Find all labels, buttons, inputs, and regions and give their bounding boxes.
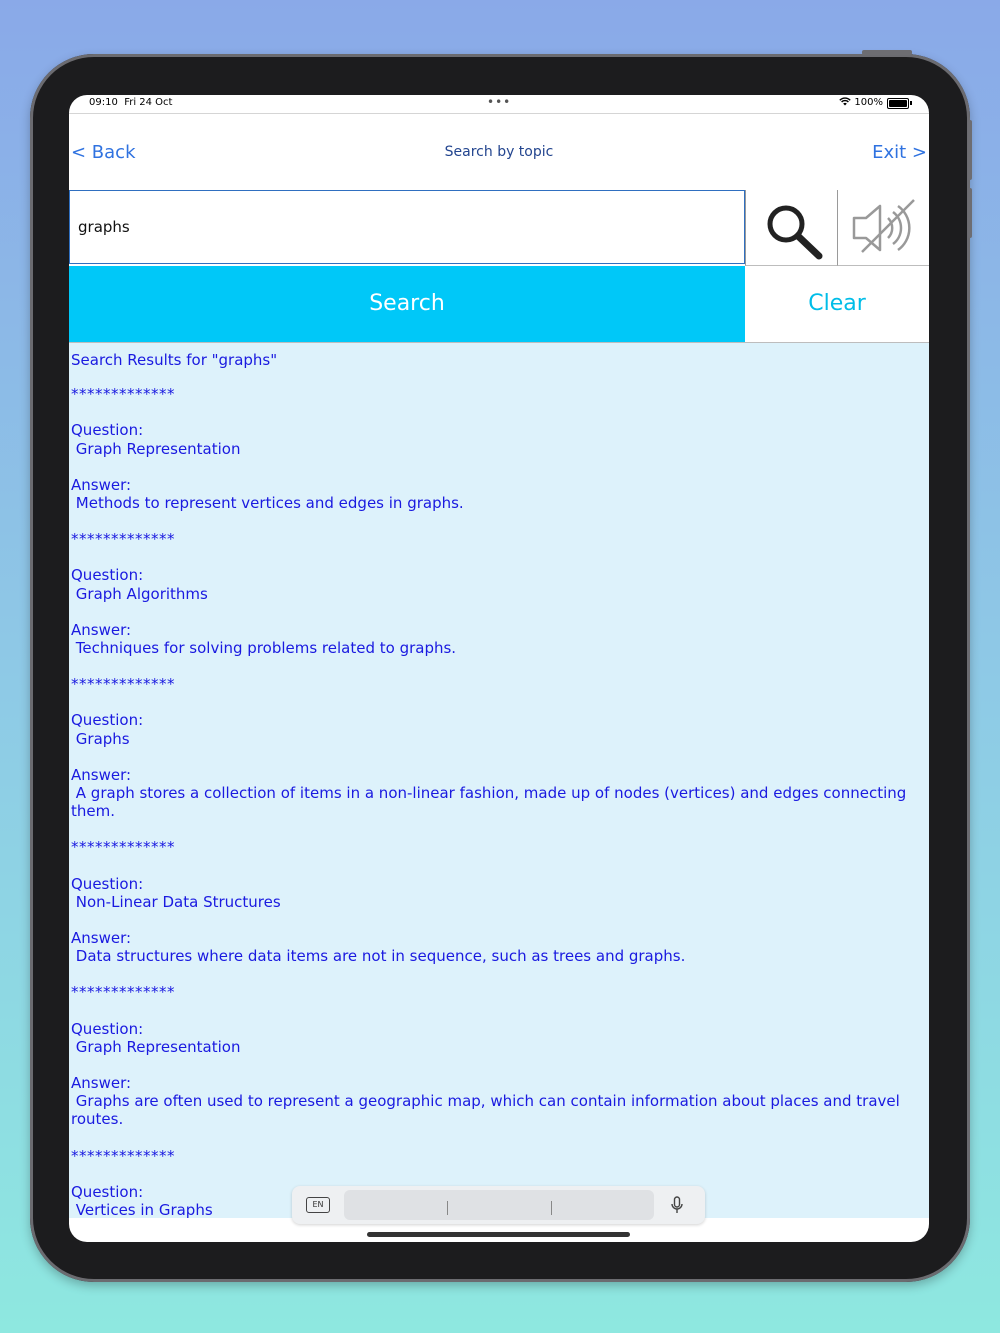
exit-button[interactable]: Exit > <box>872 142 927 163</box>
search-input[interactable] <box>69 190 745 264</box>
answer-text: Data structures where data items are not in sequence, such as trees and graphs. <box>71 947 686 966</box>
question-label: Question: <box>71 421 144 440</box>
question-block <box>71 1020 917 1056</box>
speaker-muted-icon <box>838 190 929 266</box>
top-button <box>862 50 912 55</box>
page-title: Search by topic <box>444 144 554 160</box>
wifi-icon <box>839 97 851 109</box>
battery-percent: 100% <box>854 97 883 108</box>
separator: ************* <box>71 530 175 549</box>
answer-label: Answer: <box>71 475 132 494</box>
question-text: Vertices in Graphs <box>71 1201 213 1218</box>
clear-button[interactable]: Clear <box>745 266 929 342</box>
question-label: Question: <box>71 1182 144 1201</box>
answer-label: Answer: <box>71 1074 132 1093</box>
question-text: Graph Algorithms <box>71 584 208 603</box>
answer-block <box>71 929 917 965</box>
search-icon <box>746 190 838 266</box>
search-results <box>69 343 929 1218</box>
search-icon-button[interactable] <box>745 190 837 266</box>
multitasking-dots[interactable]: ••• <box>487 95 512 109</box>
separator: ************* <box>71 675 175 694</box>
answer-text: Methods to represent vertices and edges in graphs. <box>71 494 464 513</box>
question-text: Graph Representation <box>71 1037 241 1056</box>
question-block <box>71 711 917 747</box>
question-block <box>71 875 917 911</box>
answer-label: Answer: <box>71 765 132 784</box>
answer-block <box>71 1074 917 1129</box>
question-block <box>71 566 917 602</box>
question-label: Question: <box>71 711 144 730</box>
question-text: Graphs <box>71 729 130 748</box>
search-button[interactable]: Search <box>69 266 745 342</box>
app-screen <box>69 95 929 1242</box>
answer-block <box>71 476 917 512</box>
question-block <box>71 421 917 457</box>
answer-text: A graph stores a collection of items in a non-linear fashion, made up of nodes (vertices) and edges connecting them. <box>71 784 912 821</box>
question-label: Question: <box>71 1019 144 1038</box>
separator: ************* <box>71 838 175 857</box>
status-bar <box>69 95 929 113</box>
answer-block <box>71 621 917 657</box>
action-row <box>69 266 929 343</box>
home-indicator[interactable] <box>367 1232 630 1237</box>
question-label: Question: <box>71 874 144 893</box>
separator: ************* <box>71 385 175 404</box>
question-text: Graph Representation <box>71 439 241 458</box>
answer-block <box>71 766 917 821</box>
keyboard-suggestion-bar[interactable] <box>344 1190 654 1220</box>
question-text: Non-Linear Data Structures <box>71 892 281 911</box>
keyboard-shortcut-bar <box>292 1186 705 1224</box>
back-button[interactable]: < Back <box>71 142 136 163</box>
search-row <box>69 190 929 266</box>
question-label: Question: <box>71 566 144 585</box>
battery-icon <box>887 98 909 109</box>
answer-label: Answer: <box>71 620 132 639</box>
separator: ************* <box>71 1146 175 1165</box>
separator: ************* <box>71 983 175 1002</box>
mute-speaker-button[interactable] <box>837 190 929 266</box>
volume-down-button <box>968 188 972 238</box>
navigation-bar <box>69 113 929 191</box>
status-time: 09:10 Fri 24 Oct <box>89 97 173 108</box>
results-header: Search Results for "graphs" <box>71 351 278 369</box>
volume-up-button <box>968 120 972 180</box>
answer-text: Graphs are often used to represent a geographic map, which can contain information about places and travel routes. <box>71 1092 905 1129</box>
keyboard-language-button[interactable]: EN <box>306 1197 330 1213</box>
answer-label: Answer: <box>71 929 132 948</box>
microphone-icon[interactable] <box>670 1196 684 1214</box>
answer-text: Techniques for solving problems related to graphs. <box>71 639 457 658</box>
